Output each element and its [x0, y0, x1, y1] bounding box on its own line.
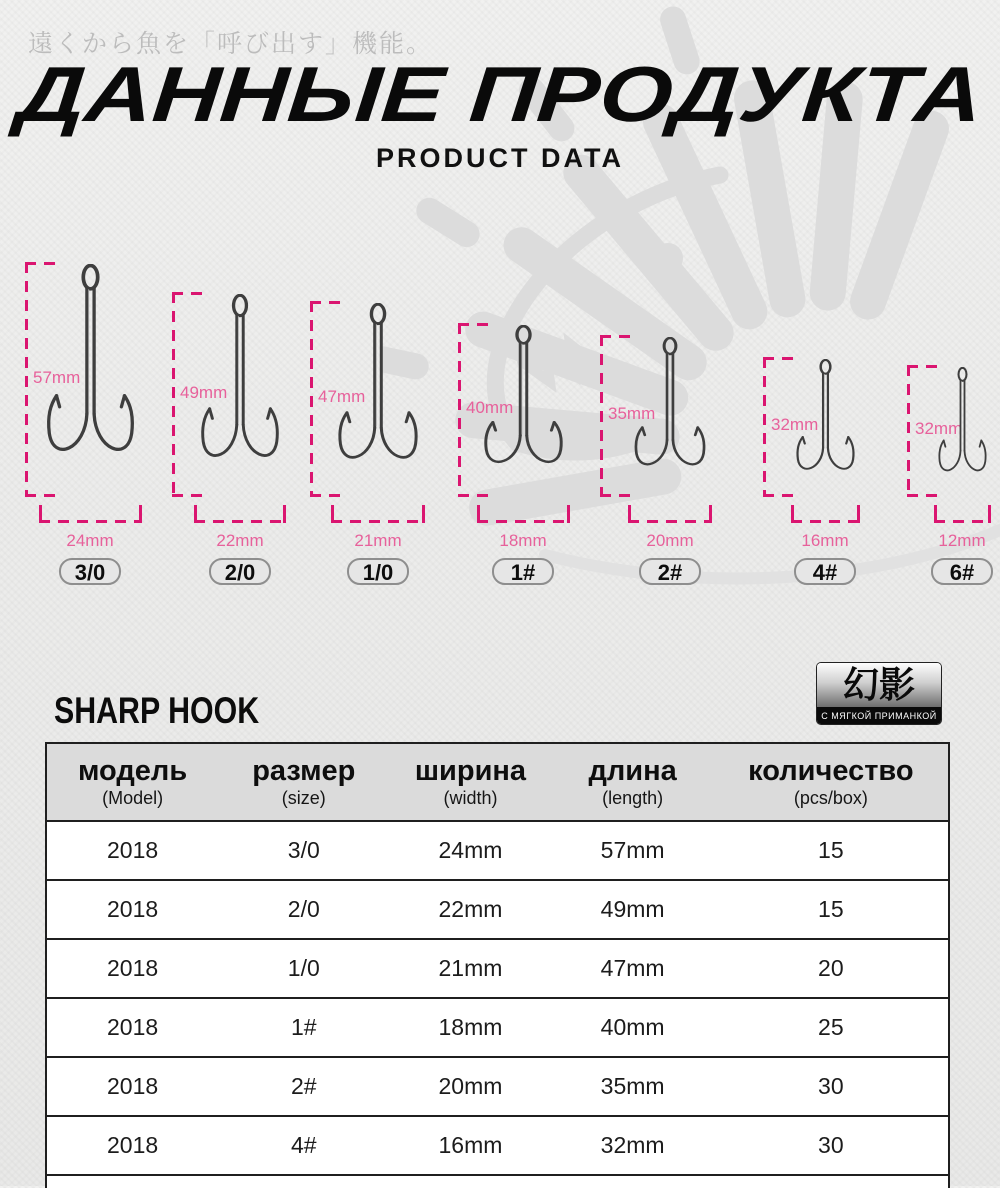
- hook-size-badge: 3/0: [59, 558, 121, 585]
- hook-length-label: 35mm: [608, 404, 656, 423]
- hook-length-label: 32mm: [915, 419, 963, 438]
- hook-size-badge: 4#: [794, 558, 856, 585]
- header-en: (size): [281, 787, 326, 808]
- hook-width-label: 20mm: [646, 531, 694, 550]
- table-row: [47, 822, 948, 879]
- table-cell: 2#: [290, 1073, 317, 1099]
- header-ru: количество: [748, 755, 914, 788]
- hook-size-badge: 2#: [639, 558, 701, 585]
- table-cell: 35mm: [600, 1073, 665, 1099]
- double-hook-image: [194, 294, 286, 497]
- table-cell: 40mm: [600, 1014, 665, 1040]
- header-ru: ширина: [414, 755, 527, 788]
- table-cell: 3/0: [287, 837, 320, 863]
- table-cell: 2/0: [287, 896, 320, 922]
- double-hook-image: [477, 325, 570, 497]
- table-cell: 2018: [107, 896, 159, 922]
- table-row: [47, 879, 948, 938]
- page-subtitle: PRODUCT DATA: [376, 143, 624, 173]
- double-hook-image: [331, 303, 425, 497]
- spec-table-header-cell: [552, 755, 714, 808]
- table-cell: 25: [818, 1014, 844, 1040]
- table-cell: 24mm: [438, 837, 503, 863]
- hook-length-label: 32mm: [771, 415, 819, 434]
- width-measure-bracket: [194, 505, 286, 523]
- width-measure-bracket: [39, 505, 142, 523]
- table-cell: 2018: [107, 1073, 159, 1099]
- japanese-tagline: 遠くから魚を「呼び出す」機能。: [28, 29, 434, 58]
- table-cell: 22mm: [438, 896, 503, 922]
- table-cell: 49mm: [600, 896, 665, 922]
- length-measure-line: [172, 292, 175, 497]
- table-cell: 30: [818, 1132, 844, 1158]
- hook-width-label: 22mm: [216, 531, 264, 550]
- table-cell: 2018: [107, 837, 159, 863]
- table-cell: 57mm: [600, 837, 665, 863]
- brand-logo-cn-text: 幻影: [842, 664, 915, 706]
- spec-table-header-cell: [218, 755, 389, 808]
- table-cell: 20: [818, 955, 844, 981]
- table-cell: 2018: [107, 1014, 159, 1040]
- table-cell: 30: [818, 1073, 844, 1099]
- hook-size-badge: 1#: [492, 558, 554, 585]
- hook-length-label: 47mm: [318, 387, 366, 406]
- header-ru: модель: [77, 755, 188, 788]
- hook-length-label: 57mm: [33, 367, 81, 387]
- double-hook-image: [628, 337, 712, 497]
- table-row: [47, 938, 948, 997]
- header-ru: размер: [252, 755, 356, 788]
- double-hook-image: [791, 359, 860, 497]
- header-ru: длина: [588, 755, 677, 788]
- hook-width-label: 21mm: [354, 531, 402, 550]
- table-cell: 16mm: [438, 1132, 503, 1158]
- table-cell: 18mm: [438, 1014, 503, 1040]
- width-measure-bracket: [934, 505, 991, 523]
- hook-width-label: 12mm: [938, 531, 986, 550]
- spec-table-header-cell: [389, 755, 551, 808]
- hook-size-badge: 6#: [931, 558, 993, 585]
- length-measure-line: [458, 323, 461, 497]
- spec-table-header-cell: [47, 755, 218, 808]
- spec-table-header: [47, 744, 948, 822]
- length-measure-line: [907, 365, 910, 497]
- table-cell: 15: [818, 896, 844, 922]
- table-cell: 2018: [107, 955, 159, 981]
- hook-width-label: 16mm: [801, 531, 849, 550]
- hook-width-label: 24mm: [66, 531, 114, 550]
- spec-table-header-cell: [714, 755, 948, 808]
- hook-length-label: 49mm: [180, 382, 228, 402]
- table-row: [47, 1115, 948, 1174]
- table-cell: 21mm: [438, 955, 503, 981]
- table-cell: 15: [818, 837, 844, 863]
- width-measure-bracket: [331, 505, 425, 523]
- hook-size-badge: 1/0: [347, 558, 409, 585]
- table-cell: 47mm: [600, 955, 665, 981]
- table-cell: 4#: [290, 1132, 317, 1158]
- table-cell: 2018: [107, 1132, 159, 1158]
- table-cell: 32mm: [600, 1132, 665, 1158]
- brand-logo: [817, 663, 941, 724]
- width-measure-bracket: [791, 505, 860, 523]
- hook-length-label: 40mm: [466, 398, 514, 417]
- header-en: (width): [443, 787, 498, 808]
- brand-logo-caption: С МЯГКОЙ ПРИМАНКОЙ: [821, 710, 937, 721]
- double-hook-image: [934, 367, 991, 497]
- table-row: [47, 1056, 948, 1115]
- section-heading: SHARP HOOK: [54, 690, 260, 731]
- length-measure-line: [763, 357, 766, 497]
- width-measure-bracket: [628, 505, 712, 523]
- table-cell: 1#: [290, 1014, 317, 1040]
- hook-width-label: 18mm: [499, 531, 547, 550]
- header-en: (length): [602, 787, 664, 808]
- page-title: ДАННЫЕ ПРОДУКТА: [14, 50, 987, 138]
- brand-logo-mark: [817, 663, 941, 707]
- length-measure-line: [25, 262, 28, 497]
- table-row: [47, 997, 948, 1056]
- brand-logo-caption-bar: [817, 707, 941, 724]
- table-cell: 20mm: [438, 1073, 503, 1099]
- length-measure-line: [600, 335, 603, 497]
- length-measure-line: [310, 301, 313, 497]
- width-measure-bracket: [477, 505, 570, 523]
- spec-table: [45, 742, 950, 1188]
- hook-size-badge: 2/0: [209, 558, 271, 585]
- header-en: (pcs/box): [793, 787, 868, 808]
- double-hook-image: [39, 264, 142, 497]
- header-en: (Model): [102, 787, 164, 808]
- table-cell: 1/0: [287, 955, 320, 981]
